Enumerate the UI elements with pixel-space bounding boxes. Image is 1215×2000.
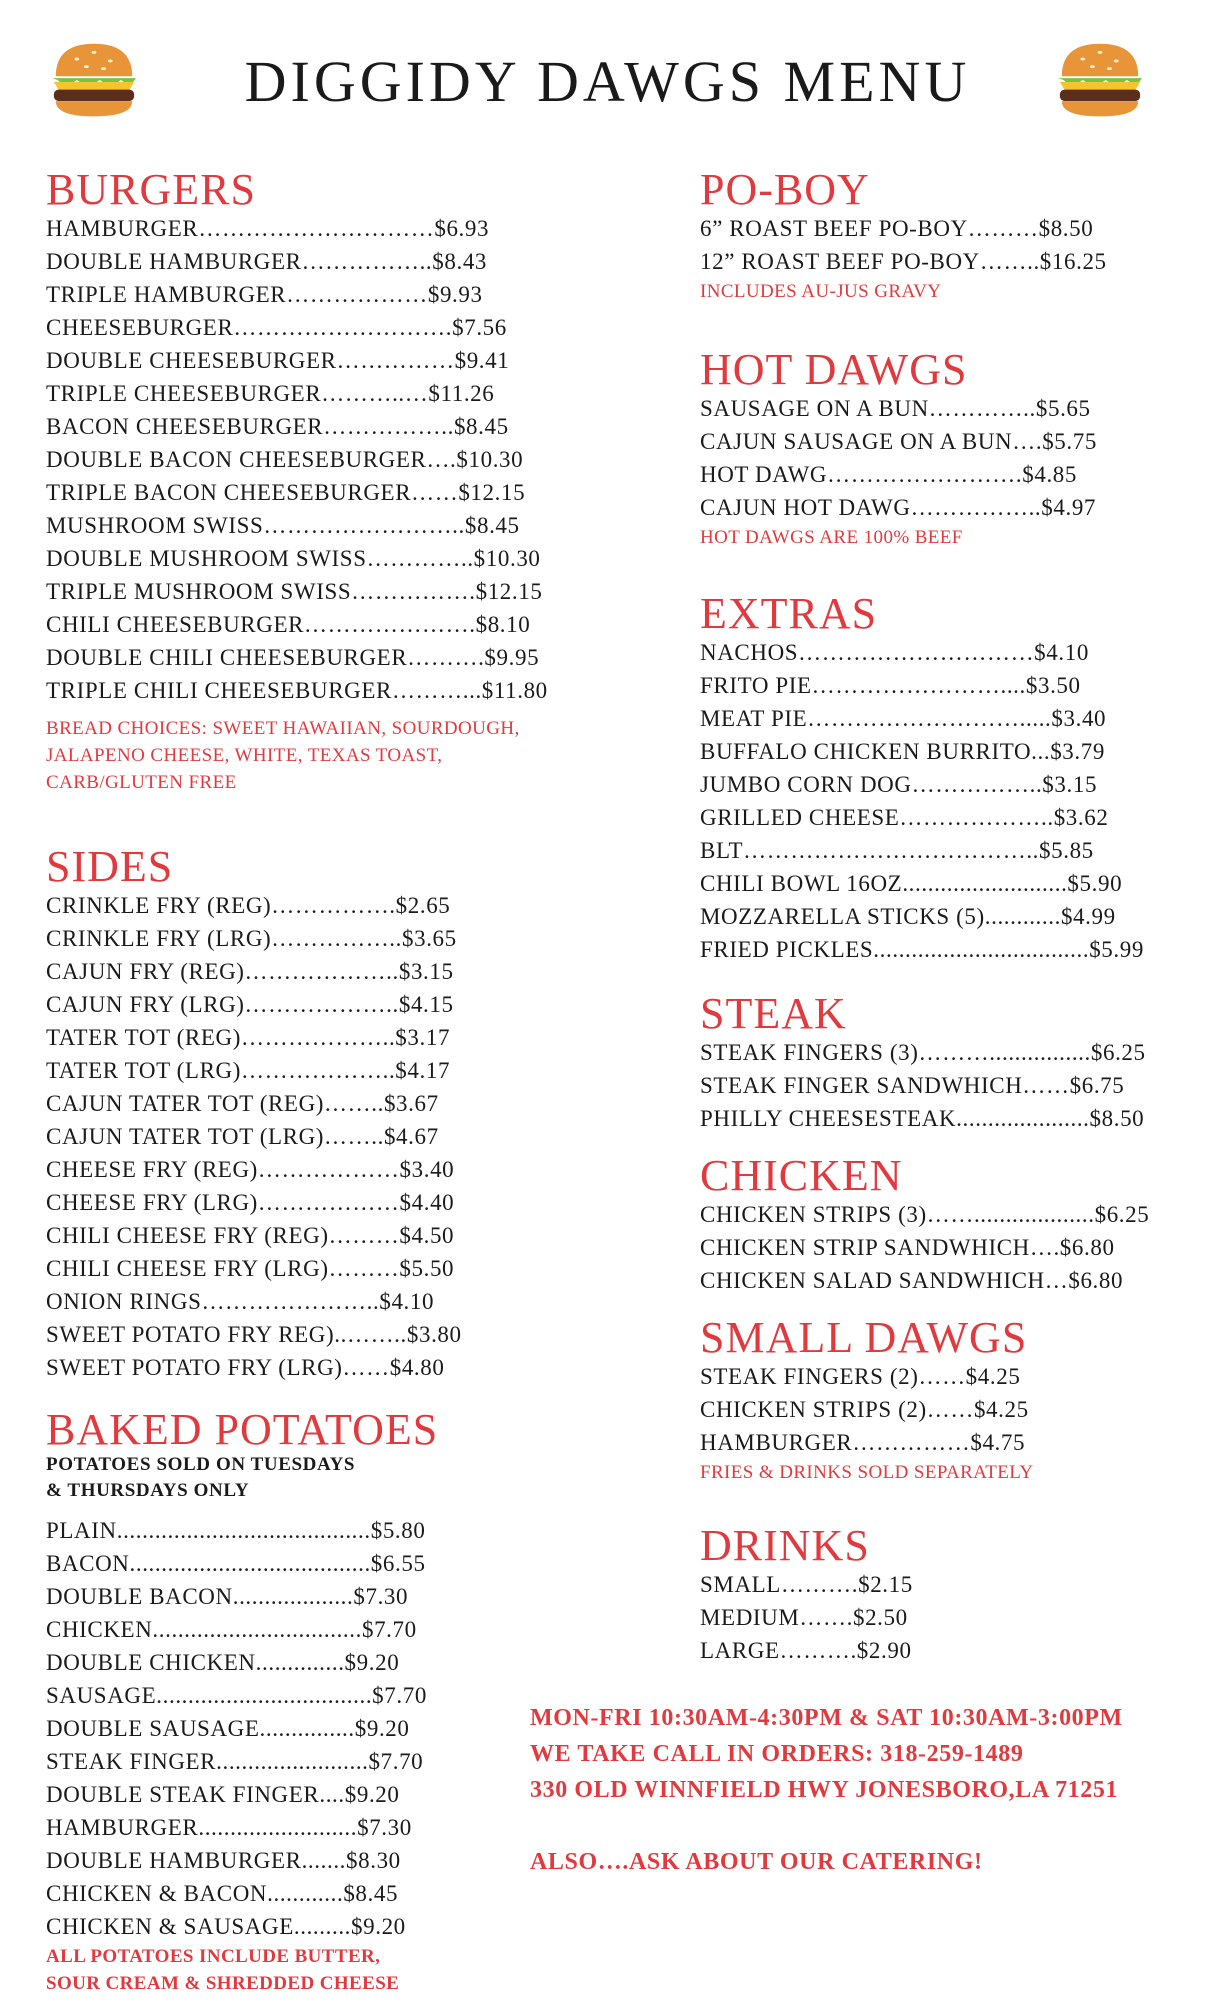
menu-item: LARGE……….$2.90 [700,1638,912,1663]
menu-item: 6” ROAST BEEF PO-BOY………$8.50 [700,216,1094,241]
menu-item: HAMBURGER.........................$7.30 [46,1815,412,1840]
store-address: 330 OLD WINNFIELD HWY JONESBORO,LA 71251 [530,1777,1119,1803]
menu-item: CHILI CHEESE FRY (REG)………$4.50 [46,1223,455,1248]
menu-item: CAJUN FRY (REG)………………..$3.15 [46,959,454,984]
menu-item: MOZZARELLA STICKS (5)............$4.99 [700,904,1116,929]
menu-item: CAJUN TATER TOT (LRG)……..$4.67 [46,1124,439,1149]
menu-item: BACON CHEESEBURGER……………..$8.45 [46,414,509,439]
potatoes-includes-note: ALL POTATOES INCLUDE BUTTER, [46,1946,381,1967]
menu-item: PLAIN........................................$5.80 [46,1518,426,1543]
menu-item: DOUBLE CHILI CHEESEBURGER……….$9.95 [46,645,540,670]
menu-item: TATER TOT (REG)………………..$3.17 [46,1025,451,1050]
baked-potatoes-heading: BAKED POTATOES [46,1405,439,1454]
menu-item: CAJUN TATER TOT (REG)……..$3.67 [46,1091,439,1116]
menu-item: FRIED PICKLES..................................$5.99 [700,937,1144,962]
chicken-list [700,1198,1149,1297]
menu-item: CHICKEN & SAUSAGE.........$9.20 [46,1914,406,1939]
sides-heading: SIDES [46,842,174,891]
menu-item: FRITO PIE……………………....$3.50 [700,673,1081,698]
extras-list [700,636,1144,966]
menu-item: SMALL……….$2.15 [700,1572,913,1597]
menu-item: DOUBLE STEAK FINGER....$9.20 [46,1782,400,1807]
menu-item: BACON......................................$6.55 [46,1551,426,1576]
menu-item: DOUBLE MUSHROOM SWISS…………..$10.30 [46,546,541,571]
menu-item: BLT………………………………..$5.85 [700,838,1094,863]
menu-item: DOUBLE HAMBURGER.......$8.30 [46,1848,401,1873]
menu-item: CHICKEN.................................$7.70 [46,1617,417,1642]
beef-note: HOT DAWGS ARE 100% BEEF [700,527,963,548]
menu-item: CRINKLE FRY (LRG)……………..$3.65 [46,926,457,951]
menu-item: DOUBLE SAUSAGE...............$9.20 [46,1716,410,1741]
steak-section [700,989,1146,1135]
po-boy-list [700,212,1107,278]
menu-item: STEAK FINGER SANDWHICH……$6.75 [700,1073,1125,1098]
sides-list [46,889,462,1384]
menu-item: CAJUN HOT DAWG……………..$4.97 [700,495,1097,520]
au-jus-note: INCLUDES AU-JUS GRAVY [700,281,942,302]
sold-separately-note: FRIES & DRINKS SOLD SEPARATELY [700,1462,1034,1483]
extras-section [700,589,1144,966]
menu-item: MUSHROOM SWISS……………………..$8.45 [46,513,520,538]
page-title: DIGGIDY DAWGS MENU [244,49,971,114]
menu-item: JUMBO CORN DOG……………..$3.15 [700,772,1098,797]
drinks-list [700,1568,913,1667]
drinks-section [700,1521,913,1667]
menu-item: SAUSAGE..................................$7.70 [46,1683,427,1708]
menu-item: MEDIUM…….$2.50 [700,1605,908,1630]
menu-item: CHICKEN STRIPS (2)……$4.25 [700,1397,1029,1422]
small-dawgs-section [700,1313,1034,1486]
menu-item: CHICKEN & BACON............$8.45 [46,1881,399,1906]
menu-item: TATER TOT (LRG)………………..$4.17 [46,1058,451,1083]
potatoes-days-note: & THURSDAYS ONLY [46,1480,250,1501]
menu-item: CAJUN FRY (LRG)………………..$4.15 [46,992,454,1017]
hot-dawgs-section [700,345,1097,551]
small-dawgs-list [700,1360,1034,1459]
menu-item: DOUBLE BACON...................$7.30 [46,1584,409,1609]
catering-note: ALSO….ASK ABOUT OUR CATERING! [530,1849,983,1875]
menu-item: DOUBLE CHICKEN..............$9.20 [46,1650,400,1675]
menu-item: STEAK FINGER........................$7.70 [46,1749,424,1774]
menu-item: ONION RINGS…………………..$4.10 [46,1289,435,1314]
menu-item: CRINKLE FRY (REG)…………….$2.65 [46,893,451,918]
menu-item: PHILLY CHEESESTEAK.....................$8.50 [700,1106,1145,1131]
store-hours: MON-FRI 10:30AM-4:30PM & SAT 10:30AM-3:00PM [530,1705,1123,1731]
po-boy-section [700,165,1107,305]
menu-item: HOT DAWG…………………….$4.85 [700,462,1077,487]
menu-item: CHILI CHEESEBURGER………………….$8.10 [46,612,531,637]
menu-item: SWEET POTATO FRY REG)..……..$3.80 [46,1322,462,1347]
chicken-heading: CHICKEN [700,1151,903,1200]
burgers-heading: BURGERS [46,165,256,214]
menu-item: BUFFALO CHICKEN BURRITO...$3.79 [700,739,1105,764]
menu-item: 12” ROAST BEEF PO-BOY……..$16.25 [700,249,1107,274]
menu-item: CHICKEN STRIPS (3)……...................$6.25 [700,1202,1150,1227]
phone-orders: WE TAKE CALL IN ORDERS: 318-259-1489 [530,1741,1024,1767]
menu-item: NACHOS…………………………$4.10 [700,640,1089,665]
menu-item: CHEESE FRY (REG)………………$3.40 [46,1157,455,1182]
menu-item: CHILI BOWL 16OZ..........................$5.90 [700,871,1123,896]
menu-item: CAJUN SAUSAGE ON A BUN….$5.75 [700,429,1097,454]
menu-item: CHICKEN STRIP SANDWHICH….$6.80 [700,1235,1115,1260]
menu-item: SAUSAGE ON A BUN…………..$5.65 [700,396,1091,421]
steak-heading: STEAK [700,989,847,1038]
hot-dawgs-list [700,392,1097,524]
menu-item: STEAK FINGERS (2)……$4.25 [700,1364,1021,1389]
sides-section [46,842,462,1384]
menu-item: CHEESEBURGER……………………….$7.56 [46,315,507,340]
hot-dawgs-heading: HOT DAWGS [700,345,968,394]
store-info [530,1700,1123,1880]
burgers-list [46,212,548,707]
bread-choices-note: BREAD CHOICES: SWEET HAWAIIAN, SOURDOUGH, [46,718,520,739]
menu-item: SWEET POTATO FRY (LRG)……$4.80 [46,1355,445,1380]
menu-item: STEAK FINGERS (3)………................$6.25 [700,1040,1146,1065]
drinks-heading: DRINKS [700,1521,870,1570]
steak-list [700,1036,1146,1135]
small-dawgs-heading: SMALL DAWGS [700,1313,1028,1362]
baked-potatoes-list [46,1514,438,1943]
menu-item: DOUBLE HAMBURGER……………..$8.43 [46,249,488,274]
bread-choices-note: CARB/GLUTEN FREE [46,772,237,793]
po-boy-heading: PO-BOY [700,165,870,214]
menu-item: CHEESE FRY (LRG)………………$4.40 [46,1190,455,1215]
potatoes-includes-note: SOUR CREAM & SHREDDED CHEESE [46,1973,400,1994]
menu-item: CHILI CHEESE FRY (LRG)………$5.50 [46,1256,455,1281]
baked-potatoes-section [46,1405,439,1997]
menu-item: TRIPLE MUSHROOM SWISS…………….$12.15 [46,579,543,604]
menu-item: DOUBLE BACON CHEESEBURGER….$10.30 [46,447,524,472]
menu-item: GRILLED CHEESE………………..$3.62 [700,805,1109,830]
menu-item: CHICKEN SALAD SANDWHICH…$6.80 [700,1268,1124,1293]
menu-item: HAMBURGER…………………………$6.93 [46,216,490,241]
menu-item: MEAT PIE……………………….....$3.40 [700,706,1107,731]
menu-item: TRIPLE CHEESEBURGER………..…$11.26 [46,381,495,406]
extras-heading: EXTRAS [700,589,878,638]
potatoes-days-note: POTATOES SOLD ON TUESDAYS [46,1454,356,1475]
menu-item: TRIPLE BACON CHEESEBURGER……$12.15 [46,480,526,505]
menu-item: DOUBLE CHEESEBURGER……………$9.41 [46,348,510,373]
burgers-section [46,165,548,796]
menu-item: TRIPLE HAMBURGER………………$9.93 [46,282,483,307]
chicken-section [700,1151,1150,1297]
bread-choices-note: JALAPENO CHEESE, WHITE, TEXAS TOAST, [46,745,443,766]
menu-item: TRIPLE CHILI CHEESEBURGER………...$11.80 [46,678,548,703]
menu-item: HAMBURGER……………$4.75 [700,1430,1026,1455]
